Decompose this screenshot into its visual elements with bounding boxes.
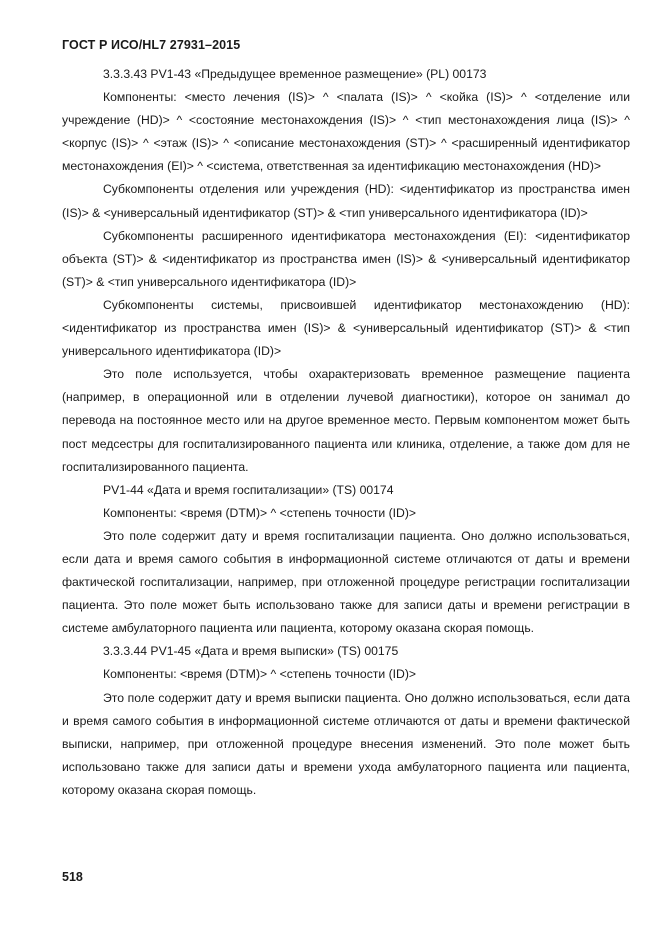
paragraph-components: Компоненты: <время (DTM)> ^ <степень точности (ID)>	[103, 667, 417, 682]
section-heading-pv1-45: 3.3.3.44 PV1-45 «Дата и время выписки» (TS) 00175	[103, 644, 399, 659]
paragraph-subcomponents-system: Субкомпоненты системы, присвоившей идентификатор местонахождению (HD): <идентификатор из пространства имен (IS)> & <универсальный идентификатор (ST)> & <тип универсального идентификатора (ID)>	[62, 297, 630, 359]
section-heading-pv1-43: 3.3.3.43 PV1-43 «Предыдущее временное размещение» (PL) 00173	[103, 67, 487, 81]
paragraph-subcomponents-ei: Субкомпоненты расширенного идентификатора местонахождения (EI): <идентификатор объекта (ST)> & <идентификатор из пространства имен (IS)> & <универсальный идентификатор (ST)> & <тип универсального идентификатора (ID)>	[62, 228, 630, 289]
paragraph-components: Компоненты: <время (DTM)> ^ <степень точности (ID)>	[103, 505, 417, 520]
paragraph-components: Компоненты: <место лечения (IS)> ^ <палата (IS)> ^ <койка (IS)> ^ <отделение или учреждение (HD)> ^ <состояние местонахождения (IS)> ^ <тип местонахождения лица (IS)> ^ <корпус (IS)> ^ <этаж (IS)> ^ <описание местонахождения (ST)> ^ <расширенный идентификатор местонахождения (EI)> ^ <система, ответственная за идентификацию местонахождения (HD)>	[62, 90, 630, 174]
paragraph-description: Это поле используется, чтобы охарактеризовать временное размещение пациента (например, в операционной или в отделении лучевой диагностики), которое он занимал до перевода на постоянное место или на другое временное место. Первым компонентом может быть пост медсестры для госпитализированного пациента или клиника, отделение, а также дом для не госпитализированного пациента.	[62, 367, 630, 474]
standard-header: ГОСТ Р ИСО/HL7 27931–2015	[62, 38, 241, 52]
section-heading-pv1-44: PV1-44 «Дата и время госпитализации» (TS) 00174	[103, 482, 394, 497]
page-number: 518	[62, 870, 83, 884]
paragraph-description: Это поле содержит дату и время выписки пациента. Оно должно использоваться, если дата и время самого события в информационной системе отличаются от даты и времени фактической выписки, например, при отложенной процедуре внесения изменений. Это поле может быть использовано также для записи даты и времени ухода амбулаторного пациента или пациента, которому оказана скорая помощь.	[62, 690, 630, 797]
paragraph-subcomponents-hd: Субкомпоненты отделения или учреждения (HD): <идентификатор из пространства имен (IS)> & <универсальный идентификатор (ST)> & <тип универсального идентификатора (ID)>	[62, 182, 630, 220]
page-content	[62, 63, 630, 802]
paragraph-description: Это поле содержит дату и время госпитализации пациента. Оно должно использоваться, если дата и время самого события в информационной системе отличаются от даты и времени фактической госпитализации, например, при отложенной процедуре регистрации госпитализации пациента. Это поле может быть использовано также для записи даты и времени регистрации в системе амбулаторного пациента или пациента, которому оказана скорая помощь.	[62, 528, 630, 636]
